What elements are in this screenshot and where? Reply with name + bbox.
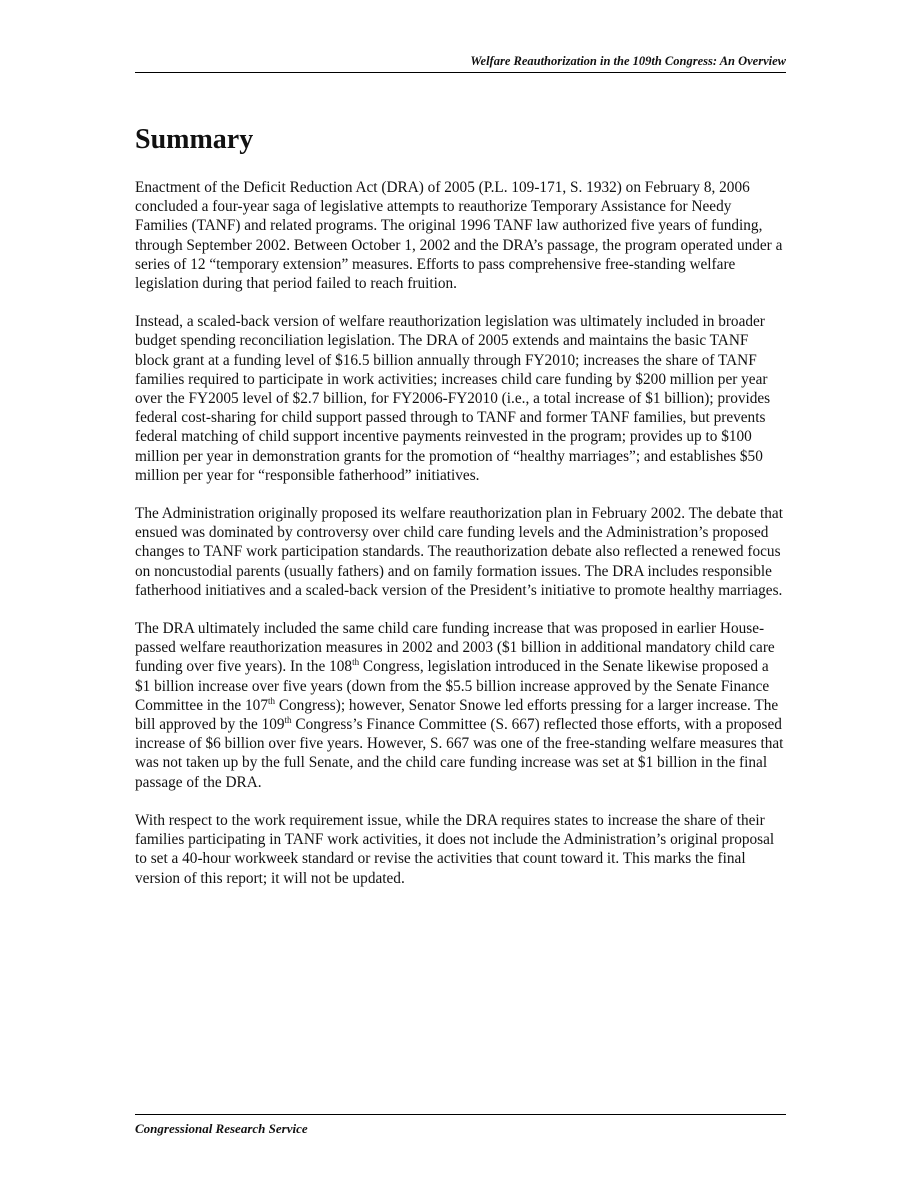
paragraph-4-text-2: Congress, legislation introduced in the Senate likewise proposed a $1 billion increase over five years (down from the $5.5 billion increase approved by the Senate Finance Committee in the 107 — [135, 658, 770, 714]
paragraph-5: With respect to the work requirement issue, while the DRA requires states to increase the share of their families participating in TANF work activities, it does not include the Administration’s original proposal to set a 40-hour workweek standard or revise the activities that count toward it. This marks the final version of this report; it will not be updated. — [135, 811, 775, 887]
paragraph-2: Instead, a scaled-back version of welfare reauthorization legislation was ultimately included in broader budget spending reconciliation legislation. The DRA of 2005 extends and maintains the basic TANF block grant at a funding level of $16.5 billion annually through FY2010; increases the share of TANF families required to participate in work activities; increases child care funding by $200 million per year over the FY2005 level of $2.7 billion, for FY2006-FY2010 (i.e., a total increase of $1 billion); provides federal cost-sharing for child support passed through to TANF and former TANF families, but prevents federal matching of child support incentive payments reinvested in the program; provides up to $100 million per year in demonstration grants for the promotion of “healthy marriages”; and establishes $50 million per year for “responsible fatherhood” initiatives. — [135, 313, 771, 484]
ordinal-superscript: th — [284, 714, 292, 725]
paragraph-3: The Administration originally proposed its welfare reauthorization plan in February 2002. The debate that ensued was dominated by controversy over child care funding levels and the Administration’s proposed changes to TANF work participation standards. The reauthorization debate also reflected a renewed focus on noncustodial parents (usually fathers) and on family formation issues. The DRA includes responsible fatherhood initiatives and a scaled-back version of the President’s initiative to promote healthy marriages. — [135, 505, 783, 599]
ordinal-superscript: th — [352, 657, 360, 668]
summary-body — [135, 178, 786, 907]
ordinal-superscript: th — [267, 695, 275, 706]
paragraph-4 — [135, 619, 786, 792]
paragraph-4-text-1: The DRA ultimately included the same child care funding increase that was proposed in earlier House-passed welfare reauthorization measures in 2002 and 2003 ($1 billion in additional mandatory child care funding over five years). In the 108 — [135, 620, 775, 676]
paragraph-4-text-4: Congress’s Finance Committee (S. 667) reflected those efforts, with a proposed increase of $6 billion over five years. However, S. 667 was one of the free-standing welfare measures that was not taken up by the full Senate, and the child care funding increase was set at $1 billion in the final passage of the DRA. — [135, 716, 784, 791]
paragraph-4-text-3: Congress); however, Senator Snowe led efforts pressing for a larger increase. The bill approved by the 109 — [135, 696, 779, 734]
page-title: Summary — [135, 124, 254, 155]
running-header: Welfare Reauthorization in the 109th Congress: An Overview — [135, 54, 786, 73]
paragraph-1: Enactment of the Deficit Reduction Act (DRA) of 2005 (P.L. 109-171, S. 1932) on February 8, 2006 concluded a four-year saga of legislative attempts to reauthorize Temporary Assistance for Needy Families (TANF) and related programs. The original 1996 TANF law authorized five years of funding, through September 2002. Between October 1, 2002 and the DRA’s passage, the program operated under a series of 12 “temporary extension” measures. Efforts to pass comprehensive free-standing welfare legislation during that period failed to reach fruition. — [135, 179, 783, 293]
page-footer: Congressional Research Service — [135, 1114, 786, 1137]
